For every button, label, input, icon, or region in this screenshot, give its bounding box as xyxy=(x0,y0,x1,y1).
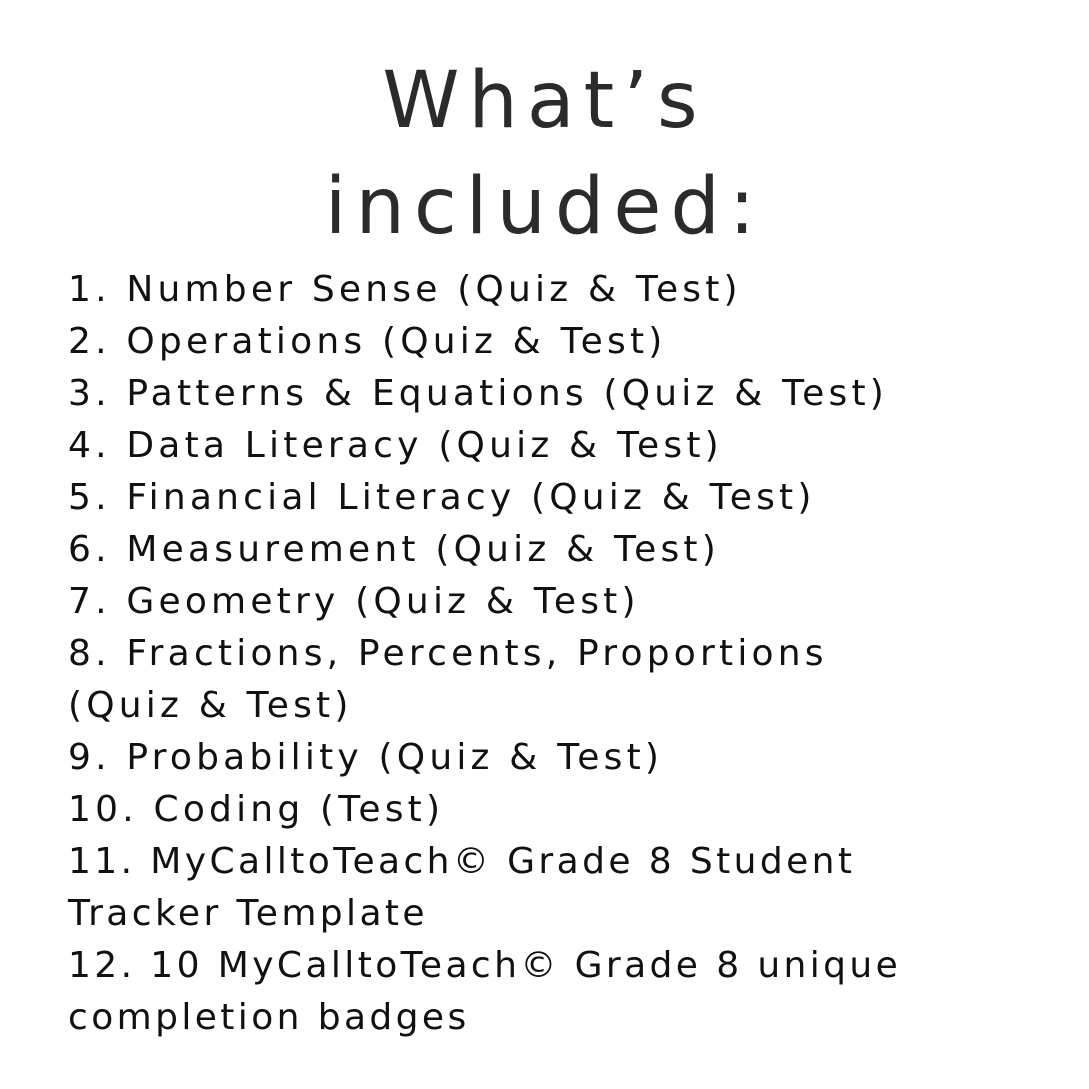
list-item: 10. Coding (Test) xyxy=(68,789,445,830)
list-item: 7. Geometry (Quiz & Test) xyxy=(68,581,640,622)
list-item: 9. Probability (Quiz & Test) xyxy=(68,737,664,778)
list-item: 12. 10 MyCalltoTeach© Grade 8 unique completion badges xyxy=(68,945,902,1038)
list-item: 1. Number Sense (Quiz & Test) xyxy=(68,269,742,310)
title-line-1: What’s xyxy=(382,56,707,146)
title-line-2: included: xyxy=(324,162,765,252)
list-item: 3. Patterns & Equations (Quiz & Test) xyxy=(68,373,889,414)
list-item: 2. Operations (Quiz & Test) xyxy=(68,321,667,362)
list-item: 6. Measurement (Quiz & Test) xyxy=(68,529,720,570)
list-item: 11. MyCalltoTeach© Grade 8 Student Tracker Template xyxy=(68,841,856,934)
list-item: 5. Financial Literacy (Quiz & Test) xyxy=(68,477,816,518)
page-title xyxy=(0,48,1089,260)
list-item: 8. Fractions, Percents, Proportions (Quiz & Test) xyxy=(68,633,828,726)
included-items-list xyxy=(68,264,1028,1044)
list-item: 4. Data Literacy (Quiz & Test) xyxy=(68,425,723,466)
